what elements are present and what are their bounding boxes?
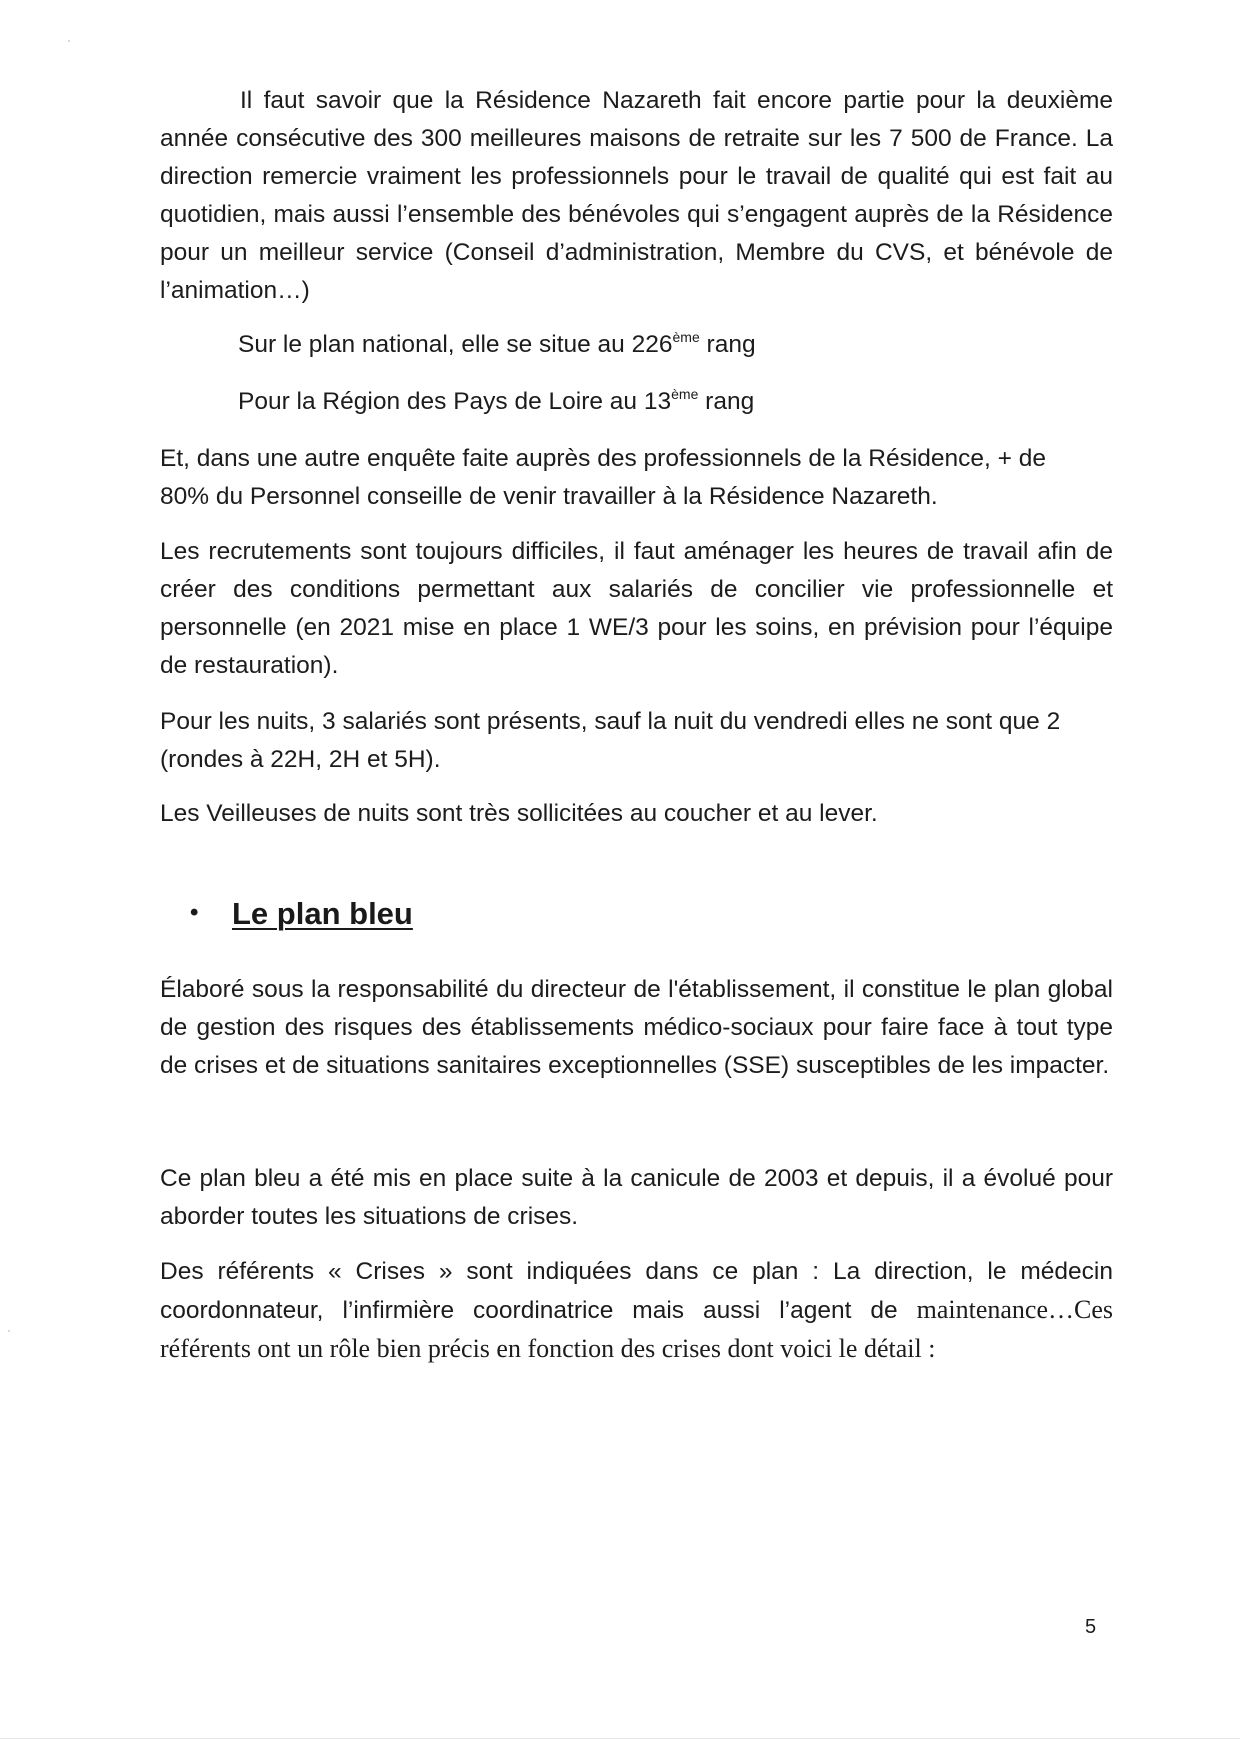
scan-speck bbox=[8, 1330, 10, 1332]
paragraph-night-watchers: Les Veilleuses de nuits sont très sollicitées au coucher et au lever. bbox=[160, 800, 878, 827]
crisis-referents-continuation: maintenance…Ces référents ont un rôle bien précis en fonction des crises dont voici le détail : bbox=[160, 1295, 1113, 1363]
section-heading bbox=[190, 896, 413, 932]
paragraph-recruitment: Les recrutements sont toujours difficiles, il faut aménager les heures de travail afin de créer des conditions permettant aux salariés de concilier vie professionnelle et personnelle (en 2021 mise en place 1 WE/3 pour les soins, en prévision pour l’équipe de restauration). bbox=[160, 538, 1113, 679]
crisis-referents-text: Des référents « Crises » sont indiquées dans ce plan : La direction, le médecin coordonnateur, l’infirmière coordinatrice mais aussi l’agent de bbox=[160, 1258, 1113, 1324]
rank-region-suffix: rang bbox=[698, 388, 755, 415]
rank-national-text: Sur le plan national, elle se situe au 226 bbox=[238, 331, 673, 358]
rank-national-superscript: ème bbox=[672, 329, 700, 345]
bullet-icon: • bbox=[190, 899, 199, 926]
paragraph-plan-definition: Élaboré sous la responsabilité du directeur de l'établissement, il constitue le plan global de gestion des risques des établissements médico-sociaux pour faire face à tout type de crises et de situations sanitaires exceptionnelles (SSE) susceptibles de les impacter. bbox=[160, 976, 1113, 1079]
section-title: Le plan bleu bbox=[232, 896, 413, 931]
rank-national-suffix: rang bbox=[699, 331, 756, 358]
paragraph-crisis-referents bbox=[160, 1253, 1113, 1369]
scan-edge-line bbox=[0, 1738, 1240, 1739]
rank-region-line bbox=[238, 383, 754, 421]
rank-region-text: Pour la Région des Pays de Loire au 13 bbox=[238, 388, 672, 415]
page-number: 5 bbox=[1085, 1616, 1097, 1638]
paragraph-staff-survey: Et, dans une autre enquête faite auprès des professionnels de la Résidence, + de 80% du Personnel conseille de venir travailler à la Résidence Nazareth. bbox=[160, 445, 1047, 510]
scan-speck bbox=[68, 40, 70, 42]
rank-national-line bbox=[238, 326, 756, 364]
paragraph-ranking-intro: Il faut savoir que la Résidence Nazareth fait encore partie pour la deuxième année consécutive des 300 meilleures maisons de retraite sur les 7 500 de France. La direction remercie vraiment les professionnels pour le travail de qualité qui est fait au quotidien, mais aussi l’ensemble des bénévoles qui s’engagent auprès de la Résidence pour un meilleur service (Conseil d’administration, Membre du CVS, et bénévole de l’animation…) bbox=[160, 87, 1113, 304]
rank-region-superscript: ème bbox=[671, 386, 699, 402]
paragraph-plan-history: Ce plan bleu a été mis en place suite à la canicule de 2003 et depuis, il a évolué pour aborder toutes les situations de crises. bbox=[160, 1165, 1113, 1230]
paragraph-night-staff: Pour les nuits, 3 salariés sont présents, sauf la nuit du vendredi elles ne sont que 2 (rondes à 22H, 2H et 5H). bbox=[160, 708, 1061, 773]
